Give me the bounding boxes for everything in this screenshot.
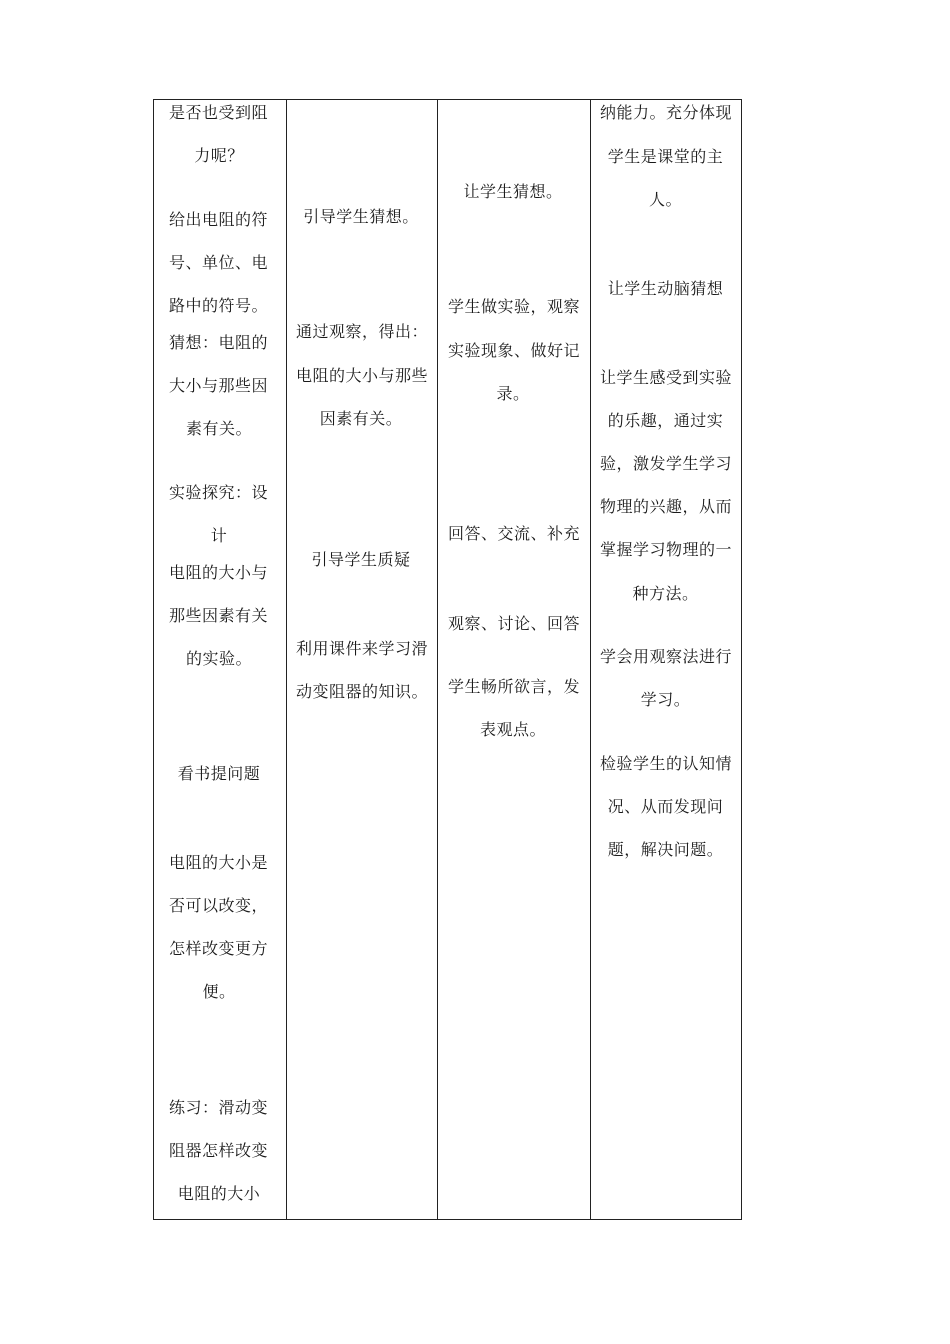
- cell-text-line: 录。: [496, 384, 530, 403]
- cell-text-line: 那些因素有关: [169, 606, 269, 625]
- cell-text-line: 引导学生质疑: [311, 550, 411, 569]
- cell-text-line: 猜想：电阻的: [169, 333, 269, 352]
- cell-text-line: 看书提问题: [177, 764, 261, 783]
- cell-text-line: 大小与那些因: [169, 376, 269, 395]
- column-divider-3: [590, 100, 591, 1219]
- cell-text-line: 号、单位、电: [169, 253, 269, 272]
- cell-text-line: 的实验。: [185, 649, 252, 668]
- cell-text-line: 因素有关。: [319, 409, 403, 428]
- cell-text-line: 学习。: [640, 690, 691, 709]
- cell-text-line: 学会用观察法进行: [600, 647, 733, 666]
- cell-text-line: 电阻的大小: [177, 1184, 261, 1203]
- cell-text-line: 电阻的大小与那些: [296, 366, 429, 385]
- cell-text-line: 通过观察，得出：: [296, 322, 429, 341]
- cell-text-line: 观察、讨论、回答: [448, 614, 581, 633]
- cell-text-line: 掌握学习物理的一: [600, 540, 733, 559]
- cell-text-line: 学生畅所欲言，发: [448, 677, 581, 696]
- cell-text-line: 物理的兴趣，从而: [600, 497, 733, 516]
- cell-text-line: 电阻的大小与: [169, 563, 269, 582]
- cell-text-line: 况、从而发现问: [607, 797, 724, 816]
- cell-text-line: 力呢？: [194, 146, 244, 165]
- cell-text-line: 利用课件来学习滑: [296, 639, 429, 658]
- cell-text-line: 否可以改变，: [169, 896, 269, 915]
- cell-text-line: 路中的符号。: [169, 296, 269, 315]
- cell-text-line: 让学生猜想。: [463, 182, 563, 201]
- cell-text-line: 实验探究：设: [169, 483, 269, 502]
- cell-text-line: 给出电阻的符: [169, 210, 269, 229]
- cell-text-line: 引导学生猜想。: [303, 207, 419, 226]
- cell-text-line: 怎样改变更方: [169, 939, 269, 958]
- cell-text-line: 人。: [648, 190, 682, 209]
- cell-text-line: 题，解决问题。: [607, 840, 724, 859]
- cell-text-line: 动变阻器的知识。: [296, 682, 429, 701]
- cell-text-line: 电阻的大小是: [169, 853, 269, 872]
- cell-text-line: 纳能力。充分体现: [600, 103, 733, 122]
- column-divider-2: [437, 100, 438, 1219]
- cell-text-line: 素有关。: [185, 419, 252, 438]
- cell-text-line: 回答、交流、补充: [448, 524, 581, 543]
- cell-text-line: 让学生动脑猜想: [607, 279, 724, 298]
- cell-text-line: 的乐趣，通过实: [607, 411, 724, 430]
- cell-text-line: 练习：滑动变: [169, 1098, 269, 1117]
- cell-text-line: 阻器怎样改变: [169, 1141, 269, 1160]
- cell-text-line: 实验现象、做好记: [448, 341, 581, 360]
- cell-text-line: 验，激发学生学习: [600, 454, 733, 473]
- cell-text-line: 是否也受到阻: [169, 103, 269, 122]
- cell-text-line: 种方法。: [632, 584, 699, 603]
- cell-text-line: 检验学生的认知情: [600, 754, 733, 773]
- cell-text-line: 学生是课堂的主: [607, 147, 724, 166]
- cell-text-line: 表观点。: [479, 720, 546, 739]
- cell-text-line: 计: [210, 526, 228, 545]
- cell-text-line: 学生做实验，观察: [448, 297, 581, 316]
- cell-text-line: 便。: [202, 982, 236, 1001]
- cell-text-line: 让学生感受到实验: [600, 368, 733, 387]
